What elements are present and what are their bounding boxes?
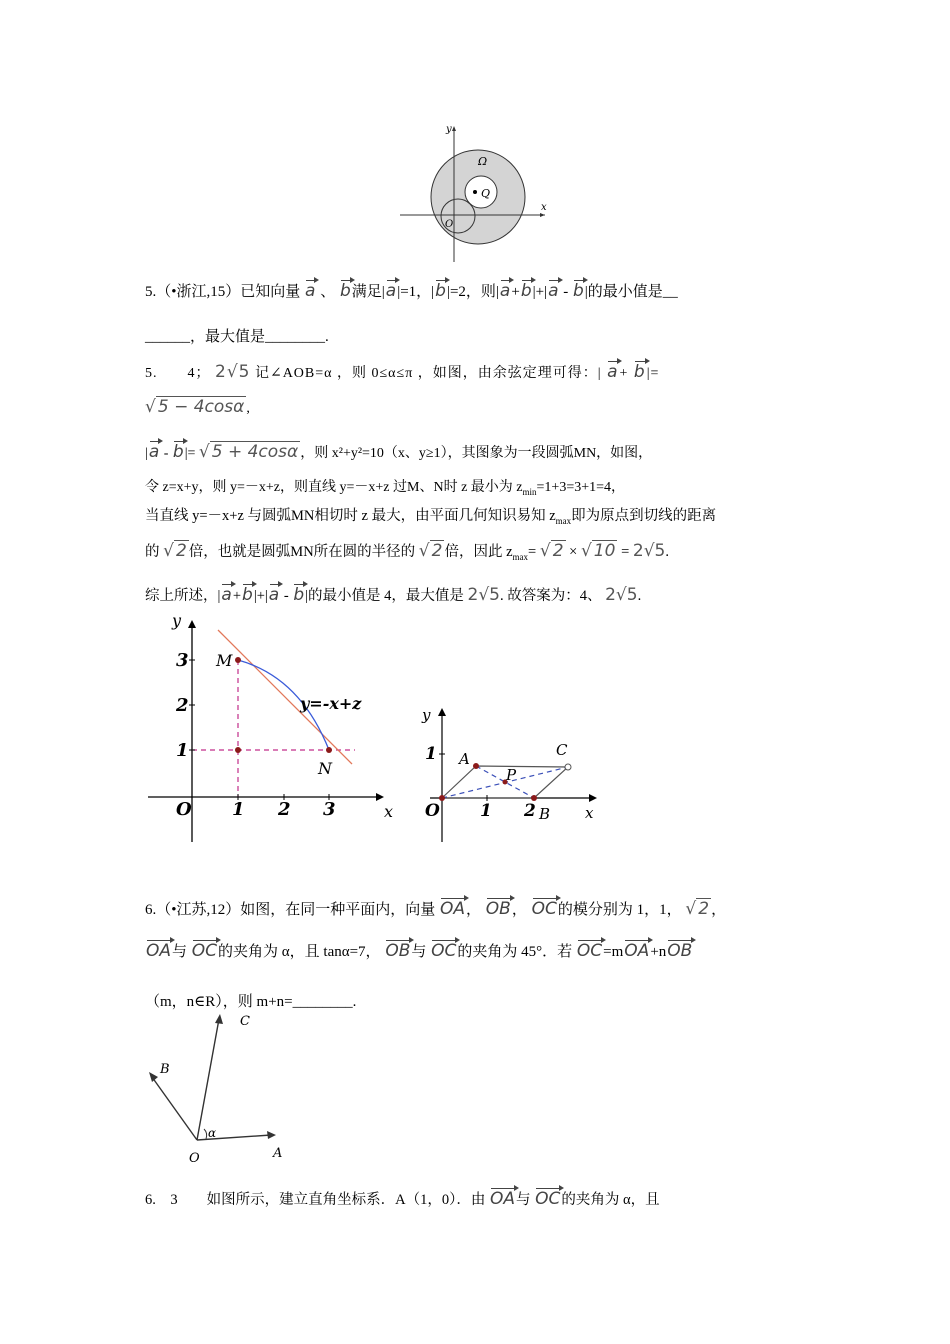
problem6-line2: OA与 OC的夹角为 α，且 tanα=7， OB与 OC的夹角为 45°．若 OC=mOA+nOB: [146, 941, 693, 961]
solution5-line3: 令 z=x+y，则 y=－x+z，则直线 y=－x+z 过M、N时 z 最小为 $z_{min}=1+3=3+1=4$，: [145, 480, 626, 497]
svg-text:y: y: [422, 706, 431, 724]
svg-text:3: 3: [176, 650, 189, 671]
svg-text:1: 1: [232, 799, 245, 820]
svg-text:2: 2: [524, 801, 536, 821]
svg-text:y: y: [172, 612, 182, 630]
svg-text:B: B: [539, 805, 551, 823]
svg-text:B: B: [160, 1062, 170, 1077]
fig1-x-label: x: [541, 202, 547, 213]
solution6-line1: 6. 3 如图所示，建立直角坐标系．A（1，0）．由 OA与 OC的夹角为 α，且: [145, 1189, 660, 1209]
solution5-line1: 5. 4； 2√5 记∠AOB=α ，则 0≤α≤π ，如图，由余弦定理可得：| a+ b|=: [145, 362, 660, 382]
solution5-line4: 当直线 y=－x+z 与圆弧MN相切时 z 最大，由平面几何知识易知 $z_{max}$即为原点到切线的距离: [145, 508, 717, 526]
solution5-line1b: √ 5 − 4cosα ,: [145, 397, 250, 417]
problem5-line1: 5.（•浙江,15）已知向量 a 、 b满足|a|=1，|b|=2，则|a+b|+|a - b|的最小值是__: [145, 281, 678, 301]
svg-text:O: O: [189, 1151, 200, 1166]
svg-text:x: x: [384, 802, 394, 821]
svg-text:C: C: [556, 741, 568, 759]
arc-mn-graph: [140, 612, 405, 844]
svg-text:2: 2: [278, 799, 291, 820]
svg-text:1: 1: [425, 744, 437, 764]
fig1-omega-label: Ω: [478, 155, 488, 168]
problem6-line1: 6.（•江苏,12）如图，在同一种平面内，向量 OA， OB， OC的模分别为 1，1， √ 2 ，: [145, 899, 727, 919]
svg-text:3: 3: [323, 799, 336, 820]
svg-text:N: N: [318, 759, 332, 778]
svg-text:A: A: [273, 1146, 283, 1161]
fig1-o-label: O: [445, 219, 454, 230]
svg-text:x: x: [585, 804, 594, 822]
problem6-line3: （m，n∈R），则 m+n=________.: [145, 994, 357, 1010]
svg-text:y=-x+z: y=-x+z: [300, 694, 362, 713]
solution5-line2: |a - b|= √ 5 + 4cosα ，则 x²+y²=10（x、y≥1），其图象为一段圆弧MN，如图，: [145, 442, 653, 462]
parallelogram-graph: [405, 700, 605, 845]
svg-text:O: O: [425, 801, 440, 821]
svg-text:A: A: [459, 750, 470, 768]
svg-text:α: α: [208, 1126, 217, 1140]
vector-a: a: [305, 281, 316, 301]
svg-text:C: C: [240, 1014, 250, 1029]
svg-text:1: 1: [480, 801, 492, 821]
circle-region-figure: [395, 120, 555, 265]
svg-text:O: O: [176, 799, 192, 820]
svg-text:P: P: [506, 766, 517, 784]
vector-angle-figure: [140, 1005, 300, 1170]
fig1-q-label: Q: [481, 187, 491, 200]
solution5-line6: 综上所述，|a+b|+|a - b|的最小值是 4，最大值是 2√5. 故答案为：4、 2√5.: [145, 585, 642, 605]
solution5-line5: 的 √ 2 倍，也就是圆弧MN所在圆的半径的 √ 2 倍，因此 $z_{max}=$ √ 2 × √ 10 = 2√5.: [145, 541, 669, 562]
svg-text:M: M: [216, 651, 233, 670]
svg-text:1: 1: [176, 740, 189, 761]
svg-text:2: 2: [176, 695, 189, 716]
fig1-y-label: y: [446, 124, 452, 135]
vector-b: b: [339, 281, 351, 301]
problem5-line2: ______，最大值是________.: [145, 329, 329, 345]
